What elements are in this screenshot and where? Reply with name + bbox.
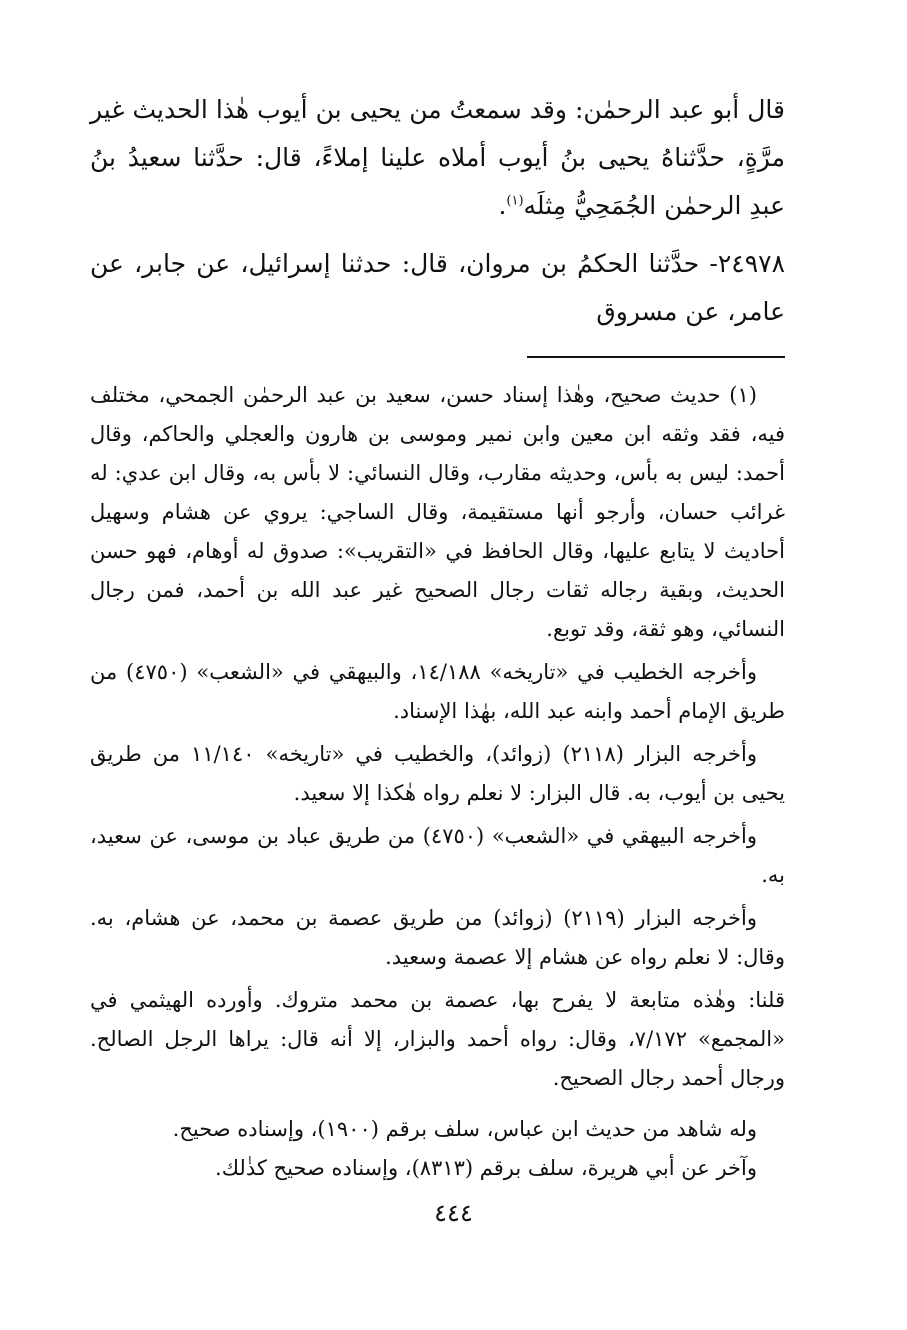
footnote-ref: (١) [506, 193, 524, 209]
hadith-number: ٢٤٩٧٨- [709, 249, 785, 278]
footnote-paragraph: وأخرجه الخطيب في «تاريخه» ١٤/١٨٨، والبيهقي في «الشعب» (٤٧٥٠) من طريق الإمام أحمد وابنه عبد الله، بهٰذا الإسناد. [90, 660, 785, 723]
footnote-paragraph: وأخرجه البزار (٢١١٨) (زوائد)، والخطيب في «تاريخه» ١١/١٤٠ من طريق يحيى بن أيوب، به. قال البزار: لا نعلم رواه هٰكذا إلا سعيد. [90, 742, 785, 805]
hadith-text: حدَّثنا الحكمُ بن مروان، قال: حدثنا إسرائيل، عن جابر، عن عامر، عن مسروق [90, 249, 785, 326]
footnotes [90, 376, 785, 1188]
footnote-paragraph: (١) حديث صحيح، وهٰذا إسناد حسن، سعيد بن عبد الرحمٰن الجمحي، مختلف فيه، فقد وثقه ابن معين وابن نمير وموسى بن هارون والعجلي والحاكم، وقال أحمد: ليس به بأس، وحديثه مقارب، وقال النسائي: لا بأس به، وقال ابن عدي: له غرائب حسان، وأرجو أنها مستقيمة، وقال الساجي: يروي عن هشام وسهيل أحاديث لا يتابع عليها، وقال الحافظ في «التقريب»: صدوق له أوهام، فهو حسن الحديث، وبقية رجاله ثقات رجال الصحيح غير عبد الله بن أحمد، فمن رجال النسائي، وهو ثقة، وقد توبع. [90, 383, 785, 641]
footnote-divider [527, 356, 785, 358]
page-number: ٤٤٤ [434, 1199, 473, 1227]
footnote-paragraph: وأخرجه البزار (٢١١٩) (زوائد) من طريق عصمة بن محمد، عن هشام، به. وقال: لا نعلم رواه عن هشام إلا عصمة وسعيد. [90, 906, 785, 969]
main-text [90, 86, 785, 336]
footnote-paragraph: قلنا: وهٰذه متابعة لا يفرح بها، عصمة بن محمد متروك. وأورده الهيثمي في «المجمع» ٧/١٧٢، وقال: رواه أحمد والبزار، إلا أنه قال: يراها الرجل الصالح. ورجال أحمد رجال الصحيح. [90, 988, 785, 1090]
footnote-paragraph: وآخر عن أبي هريرة، سلف برقم (٨٣١٣)، وإسناده صحيح كذٰلك. [215, 1156, 757, 1180]
main-paragraph [90, 86, 785, 230]
hadith-paragraph [90, 240, 785, 336]
main-paragraph-end: . [498, 191, 507, 220]
footnote-paragraph: وله شاهد من حديث ابن عباس، سلف برقم (١٩٠٠)، وإسناده صحيح. [172, 1117, 757, 1141]
footnote-paragraph: وأخرجه البيهقي في «الشعب» (٤٧٥٠) من طريق عباد بن موسى، عن سعيد، به. [90, 824, 785, 887]
page-body [90, 86, 785, 1188]
main-paragraph-text: قال أبو عبد الرحمٰن: وقد سمعتُ من يحيى بن أيوب هٰذا الحديث غير مرَّةٍ، حدَّثناهُ يحيى بنُ أيوب أملاه علينا إملاءً، قال: حدَّثنا سعيدُ بنُ عبدِ الرحمٰن الجُمَحِيُّ مِثلَه [90, 95, 785, 220]
